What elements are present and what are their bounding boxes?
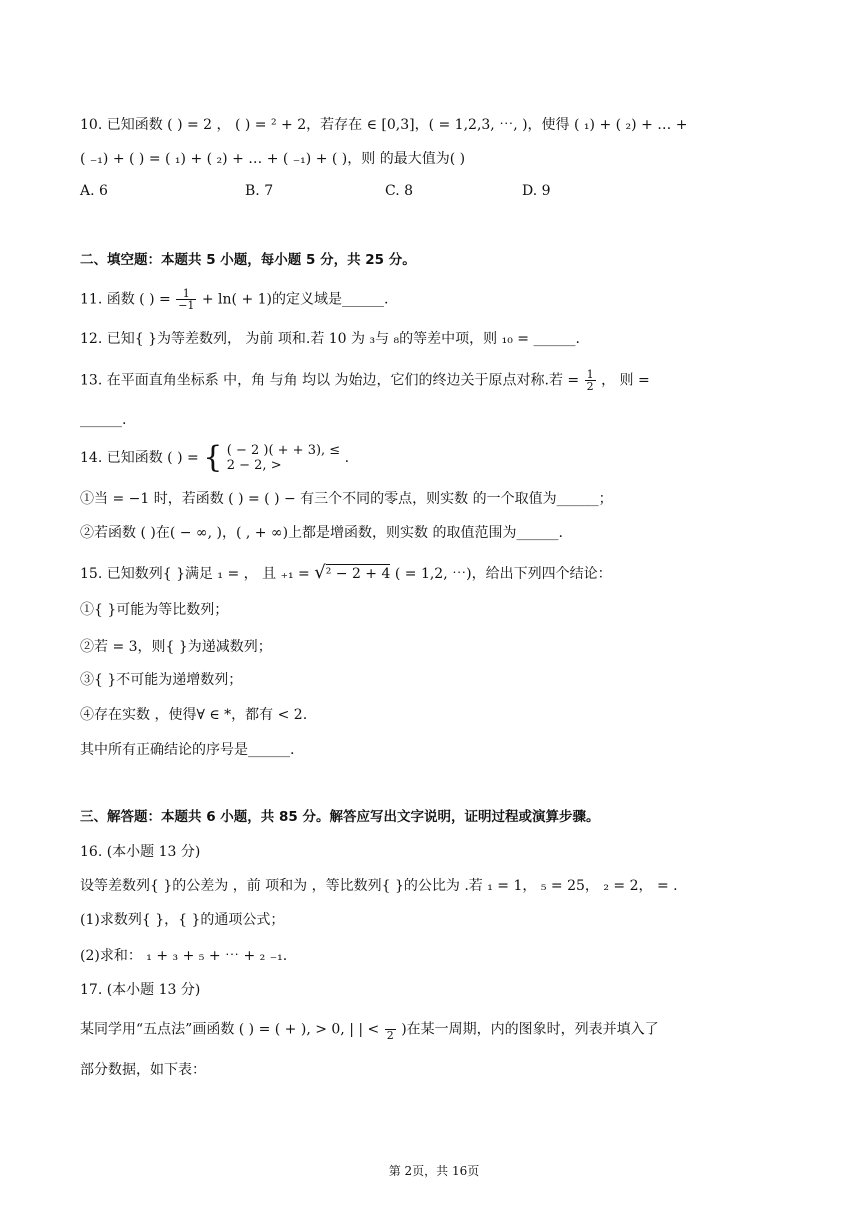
q13-line2: ______.: [80, 412, 127, 428]
q10-option-d: D. 9: [522, 183, 551, 199]
q14: [80, 440, 350, 475]
sqrt-icon: √: [314, 562, 326, 583]
q11-post: + ln( + 1)的定义域是______.: [201, 291, 389, 308]
q13-post: ， 则 =: [601, 372, 650, 389]
q14-brace: {: [203, 440, 223, 475]
q10-line2: ( ₋₁) + ( ) = ( ₁) + ( ₂) + … + ( ₋₁) + ( )，则 的最大值为( ): [80, 151, 466, 167]
q15-conclusion: 其中所有正确结论的序号是______.: [80, 742, 295, 758]
q15-item-1: ①{ }可能为等比数列；: [80, 602, 229, 618]
q15-pre: 15. 已知数列{ }满足 ₁ = ， 且 ₊₁ =: [80, 566, 310, 582]
q13-pre: 13. 在平面直角坐标系 中，角 与角 均以 为始边，它们的终边关于原点对称.若 =: [80, 372, 580, 389]
q10-option-b: B. 7: [245, 183, 274, 199]
q11-fraction: [176, 288, 196, 311]
section-2-heading: 二、填空题：本题共 5 小题，每小题 5 分，共 25 分。: [80, 252, 416, 268]
page-footer: 第 2页，共 16页: [388, 1164, 480, 1178]
q14-case-1: ( − 2 )( + + 3), ≤: [226, 443, 341, 458]
q17-post: )在某一周期，内的图象时，列表并填入了: [401, 1021, 659, 1038]
q16-line2: (1)求数列{ }，{ }的通项公式；: [80, 912, 285, 928]
q17-frac-den: 2: [386, 1029, 394, 1042]
q17-line1: [80, 1018, 659, 1041]
q11-frac-num: 1: [176, 288, 196, 300]
q17-fraction: [385, 1018, 396, 1041]
q15-item-3: ③{ }不可能为递增数列；: [80, 672, 243, 688]
q10-option-c: C. 8: [385, 183, 414, 199]
q17-line2: 部分数据，如下表：: [80, 1062, 206, 1078]
q15-item-4: ④存在实数 ，使得∀ ∈ *，都有 < 2.: [80, 707, 308, 723]
q15-sqrt-inner: ² − 2 + 4: [325, 566, 391, 582]
q14-part1: ①当 = −1 时，若函数 ( ) = ( ) − 有三个不同的零点，则实数 的一个取值为______；: [80, 491, 613, 507]
q17-heading: 17. (本小题 13 分): [80, 982, 201, 998]
q13-fraction: [585, 369, 596, 392]
q14-part2: ②若函数 ( )在( − ∞, )，( , + ∞)上都是增函数，则实数 的取值范围为______.: [80, 525, 563, 541]
q14-post: .: [344, 450, 350, 466]
q13-frac-num: 1: [586, 368, 594, 381]
q13: [80, 369, 790, 392]
q11: [80, 288, 388, 311]
q15: [80, 563, 612, 584]
q16-line3: (2)求和： ₁ + ₃ + ₅ + ⋯ + ₂ ₋₁.: [80, 948, 288, 964]
q16-heading: 16. (本小题 13 分): [80, 844, 201, 860]
q12: 12. 已知{ }为等差数列， 为前 项和.若 10 为 ₃与 ₈的等差中项，则 ₁₀ = ______.: [80, 331, 580, 347]
q14-case-2: 2 − 2, >: [226, 458, 282, 473]
q14-cases: [227, 443, 340, 473]
section-3-heading: 三、解答题：本题共 6 小题，共 85 分。解答应写出文字说明，证明过程或演算步骤。: [80, 809, 600, 825]
q11-pre: 11. 函数 ( ) =: [80, 291, 171, 308]
q16-line1: 设等差数列{ }的公差为 ，前 项和为 ，等比数列{ }的公比为 .若 ₁ = 1， ₅ = 25， ₂ = 2， = .: [80, 878, 678, 894]
q13-frac-den: 2: [586, 380, 594, 393]
q14-pre: 14. 已知函数 ( ) =: [80, 450, 199, 466]
q15-post: ( = 1,2, ⋯)，给出下列四个结论：: [394, 566, 612, 582]
q11-frac-den: −1: [178, 299, 195, 312]
q10-line1: 10. 已知函数 ( ) = 2 ， ( ) = ² + 2，若存在 ∈ [0,3]，( = 1,2,3, ⋯, )，使得 ( ₁) + ( ₂) + … +: [80, 117, 688, 133]
q15-item-2: ②若 = 3，则{ }为递减数列；: [80, 639, 272, 655]
q17-pre: 某同学用“五点法”画函数 ( ) = ( + ), > 0, | | <: [80, 1021, 380, 1038]
q10-option-a: A. 6: [80, 183, 108, 199]
